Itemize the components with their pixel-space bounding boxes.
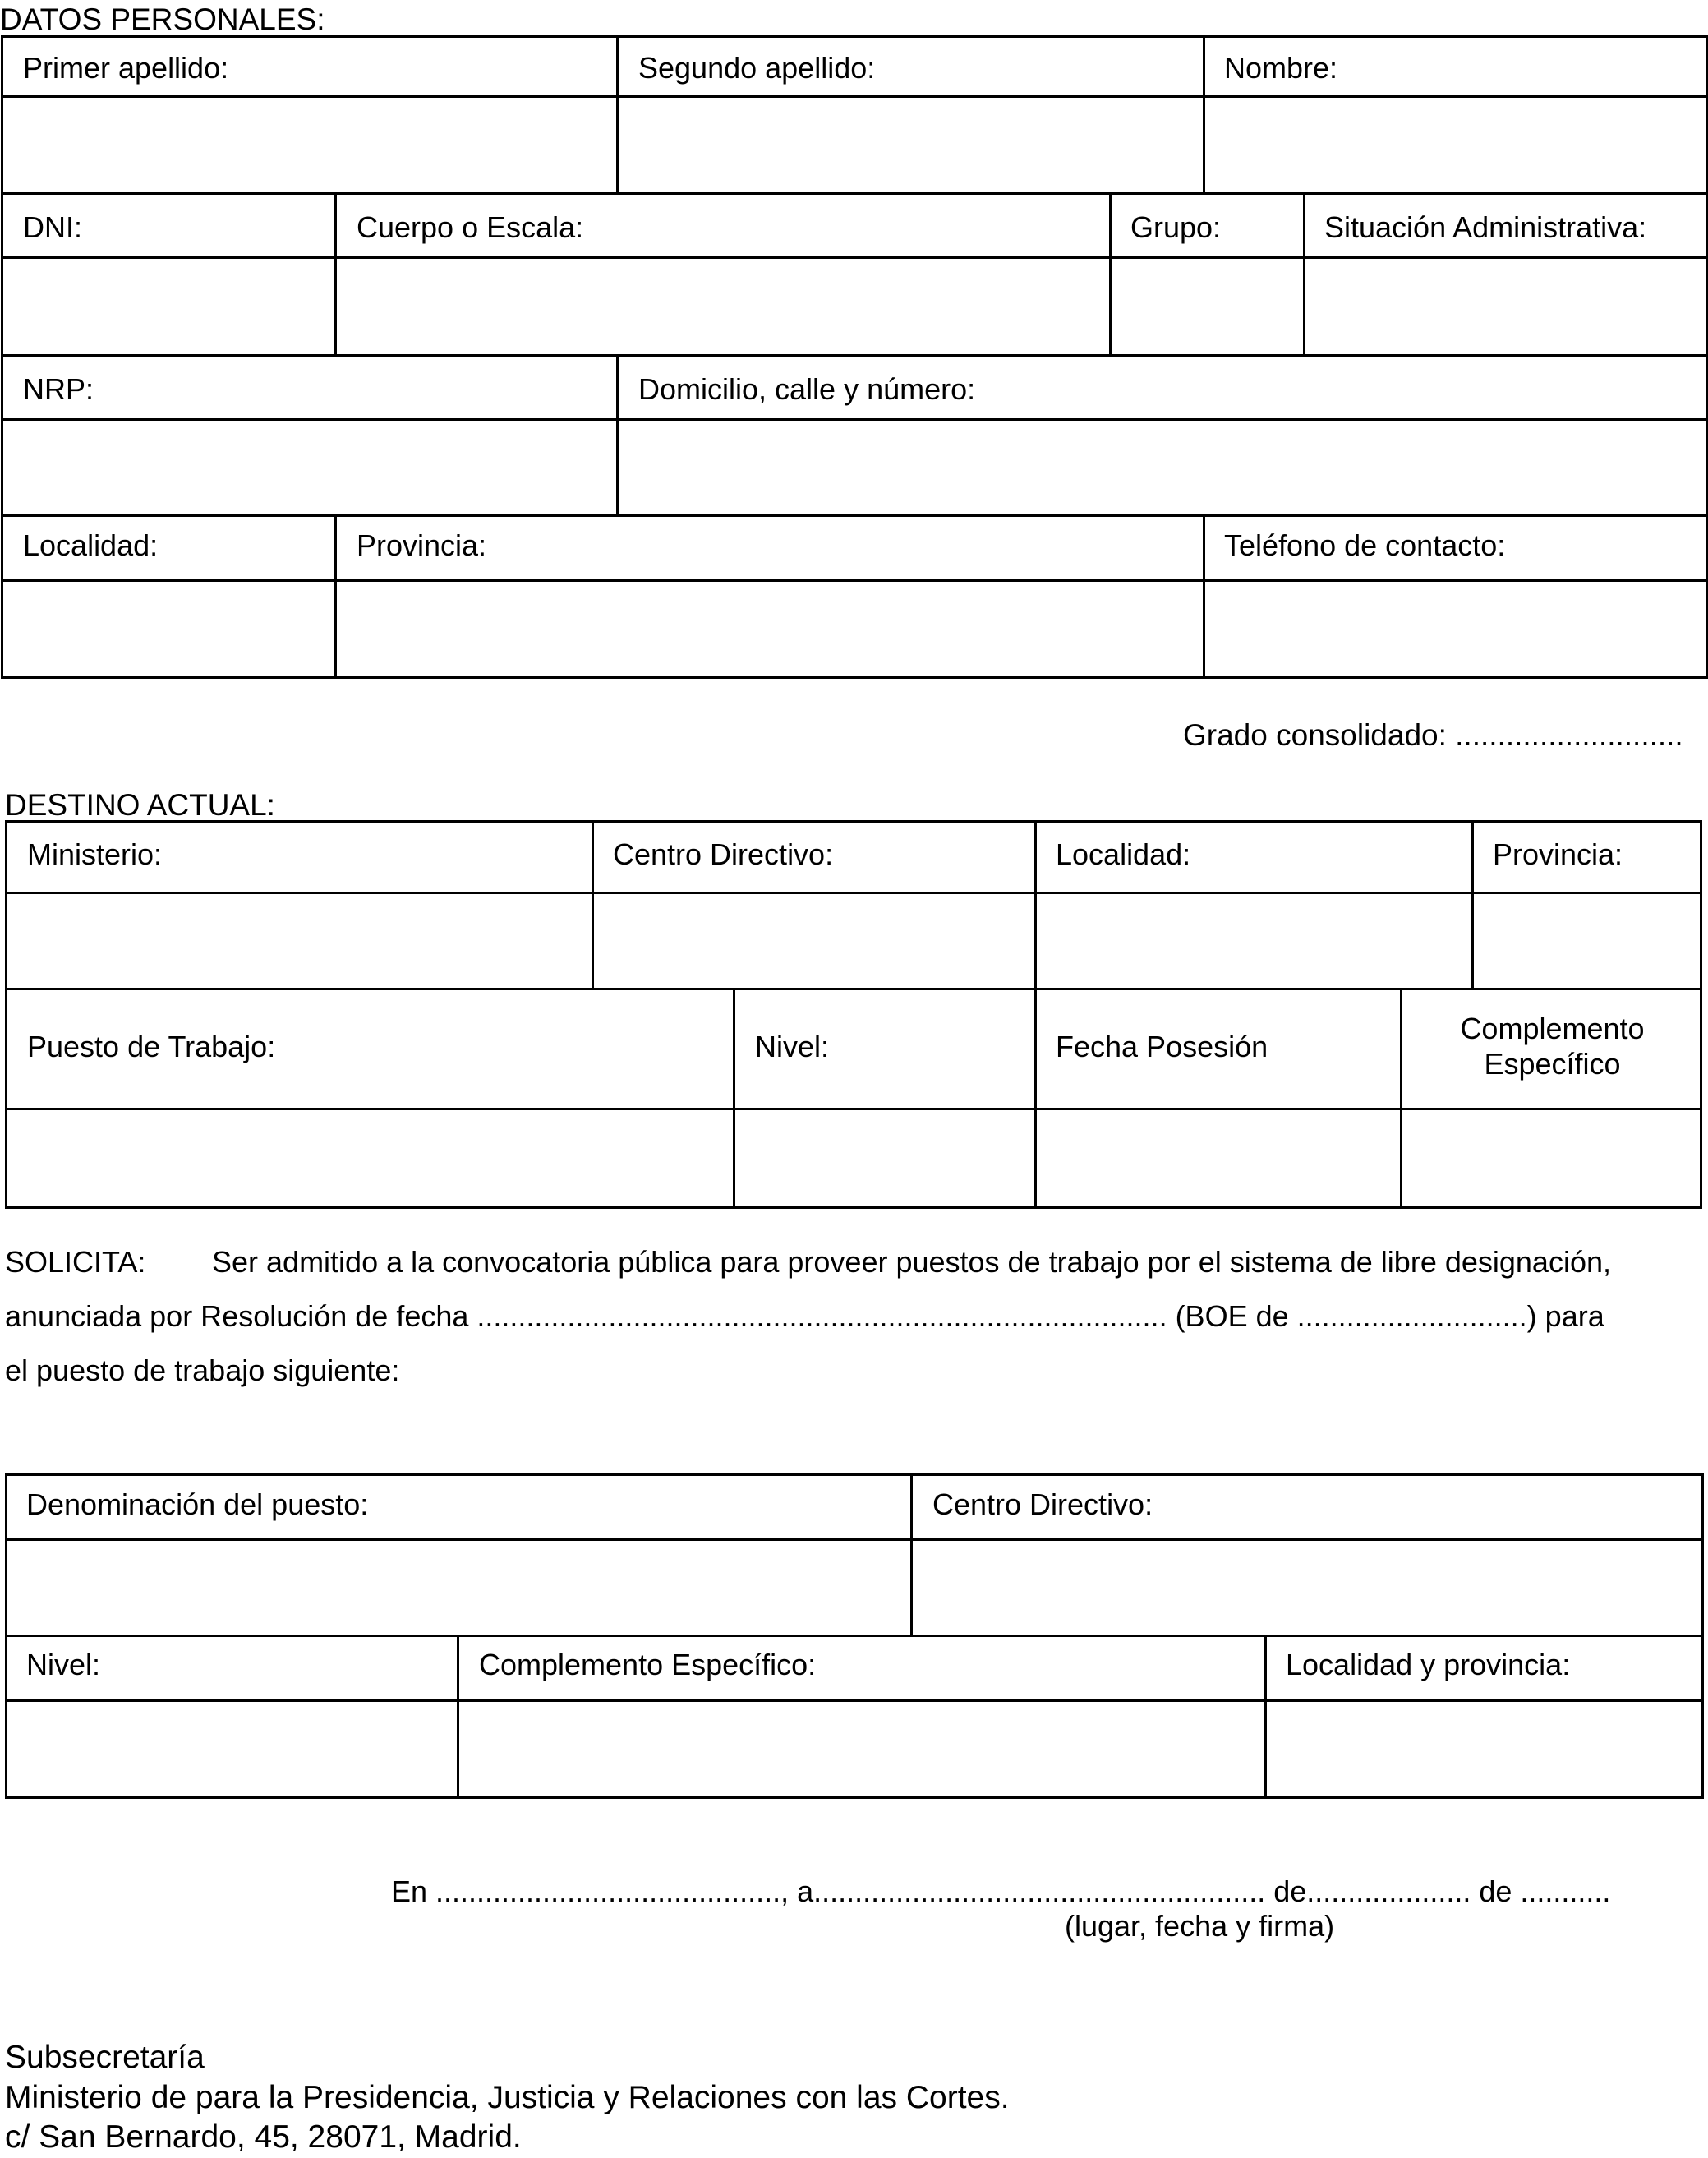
nivel-actual-field[interactable] [735,1110,1034,1206]
footer-direccion: c/ San Bernardo, 45, 28071, Madrid. [5,2119,522,2155]
label-ministerio: Ministerio: [27,837,163,871]
label-nivel-actual: Nivel: [755,1030,830,1063]
cuerpo-escala-field[interactable] [337,259,1109,354]
complemento-solicitado-field[interactable] [459,1702,1264,1796]
label-dni: DNI: [23,210,82,244]
label-situacion-administrativa: Situación Administrativa: [1324,210,1647,244]
segundo-apellido-field[interactable] [619,98,1203,192]
label-nivel-solicitado: Nivel: [26,1648,101,1681]
provincia-actual-field[interactable] [1474,894,1700,988]
situacion-administrativa-field[interactable] [1305,259,1706,354]
label-localidad-provincia: Localidad y provincia: [1286,1648,1571,1681]
label-denominacion-puesto: Denominación del puesto: [26,1487,369,1521]
domicilio-field[interactable] [619,421,1706,514]
label-cuerpo-escala: Cuerpo o Escala: [357,210,584,244]
ministerio-field[interactable] [7,894,592,988]
solicita-line-2: anunciada por Resolución de fecha .................................................................................... (BOE de ............................) para [5,1299,1604,1333]
label-nrp: NRP: [23,372,94,406]
nombre-field[interactable] [1205,98,1706,192]
label-complemento-especifico-solicitado: Complemento Específico: [479,1648,817,1681]
label-fecha-posesion: Fecha Posesión [1056,1030,1268,1063]
telefono-field[interactable] [1205,582,1706,676]
centro-directivo-actual-field[interactable] [594,894,1034,988]
grupo-field[interactable] [1112,259,1303,354]
nrp-field[interactable] [3,421,616,514]
label-primer-apellido: Primer apellido: [23,51,229,85]
nivel-solicitado-field[interactable] [7,1702,457,1796]
centro-directivo-solicitado-field[interactable] [913,1541,1701,1635]
denominacion-puesto-field[interactable] [7,1541,910,1635]
localidad-field[interactable] [3,582,334,676]
label-telefono: Teléfono de contacto: [1224,528,1506,562]
firma-caption: (lugar, fecha y firma) [1065,1909,1335,1943]
label-complemento-especifico-actual [1402,1011,1702,1081]
label-centro-directivo-actual: Centro Directivo: [613,837,834,871]
label-nombre: Nombre: [1224,51,1338,85]
solicita-line-1: Ser admitido a la convocatoria pública para proveer puestos de trabajo por el sistema de libre designación, [212,1245,1611,1279]
label-provincia: Provincia: [357,528,487,562]
label-segundo-apellido: Segundo apellido: [638,51,876,85]
footer-subsecretaria: Subsecretaría [5,2040,205,2075]
section-heading-destino-actual: DESTINO ACTUAL: [5,788,275,822]
label-localidad: Localidad: [23,528,159,562]
grado-consolidado: Grado consolidado: ........................... [1183,718,1683,752]
label-puesto-trabajo: Puesto de Trabajo: [27,1030,276,1063]
label-domicilio: Domicilio, calle y número: [638,372,976,406]
localidad-provincia-field[interactable] [1267,1702,1701,1796]
section-heading-datos-personales: DATOS PERSONALES: [0,2,325,36]
footer-ministerio: Ministerio de para la Presidencia, Justicia y Relaciones con las Cortes. [5,2080,1010,2115]
provincia-field[interactable] [337,582,1203,676]
dni-field[interactable] [3,259,334,354]
complemento-actual-field[interactable] [1402,1110,1700,1206]
puesto-trabajo-field[interactable] [7,1110,733,1206]
label-centro-directivo-solicitado: Centro Directivo: [932,1487,1153,1521]
label-localidad-actual: Localidad: [1056,837,1191,871]
localidad-actual-field[interactable] [1037,894,1471,988]
fecha-posesion-field[interactable] [1037,1110,1400,1206]
label-provincia-actual: Provincia: [1493,837,1623,871]
solicita-label: SOLICITA: [5,1245,146,1279]
complemento-line-1: Complemento [1460,1012,1645,1045]
solicita-line-3: el puesto de trabajo siguiente: [5,1353,400,1387]
primer-apellido-field[interactable] [3,98,616,192]
label-grupo: Grupo: [1130,210,1222,244]
firma-line: En .........................................., a....................................................... de.................... de ........... [391,1874,1611,1908]
complemento-line-2: Específico [1484,1047,1621,1081]
